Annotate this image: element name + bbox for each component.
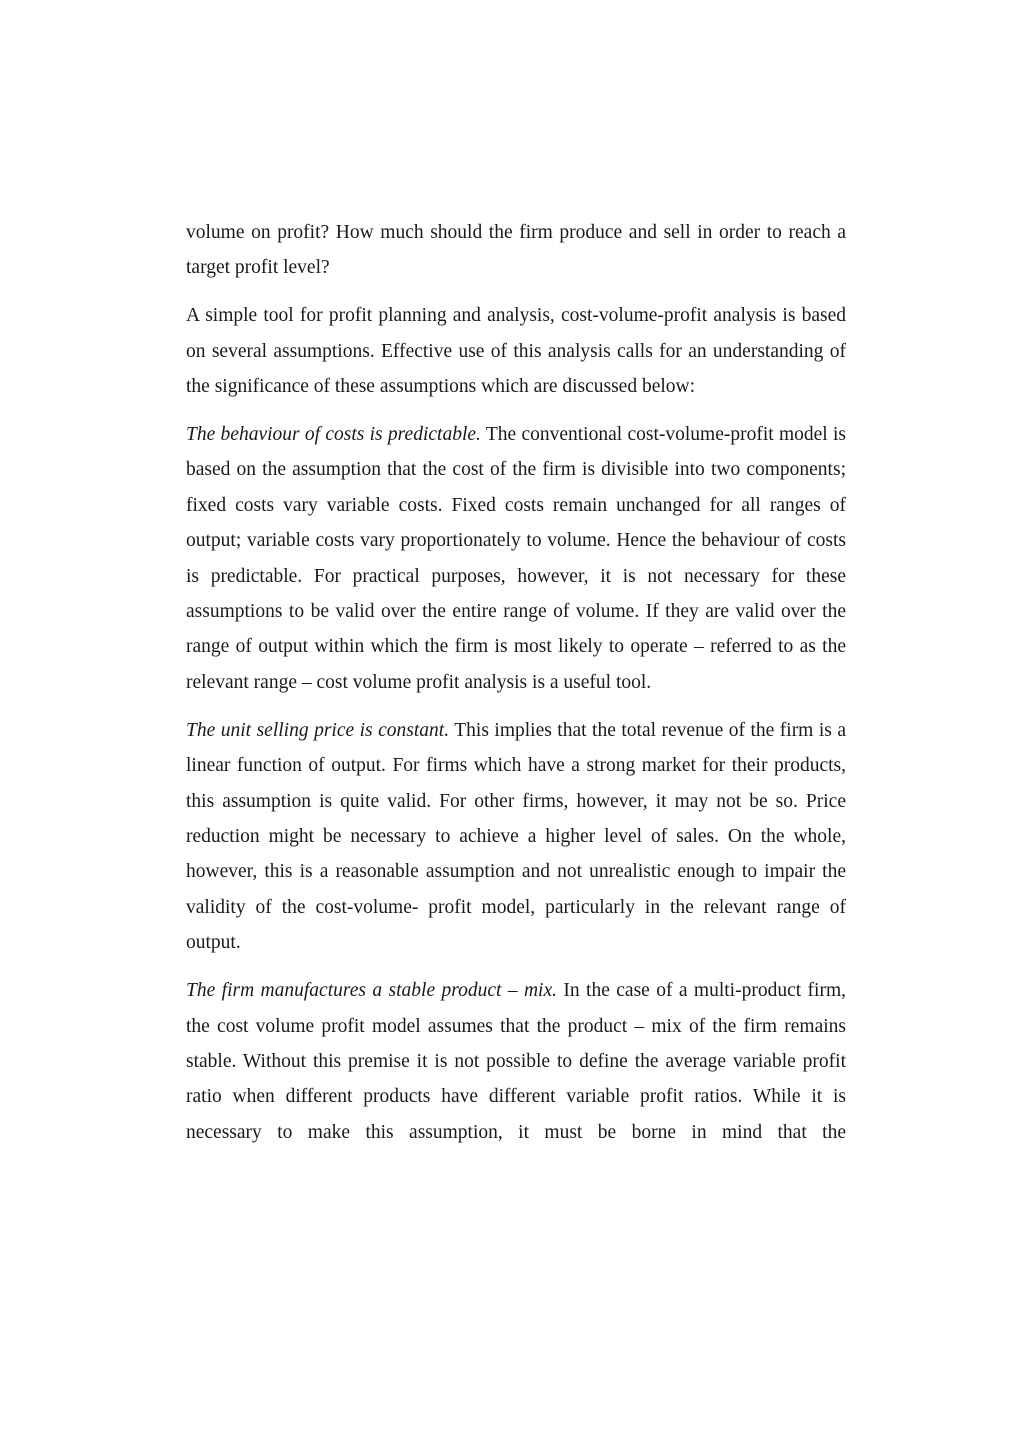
paragraph-text: A simple tool for profit planning and analysis, cost-volume-profit analysis is based on several assumptions. Effective use of this analysis calls for an understanding of the significance of these assumptions which are discussed below: (186, 305, 846, 398)
paragraph-intro-continuation (186, 215, 846, 286)
paragraph-lead-italic: The behaviour of costs is predictable. (186, 424, 481, 446)
paragraph-lead-italic: The unit selling price is constant. (186, 719, 450, 741)
paragraph-product-mix (186, 973, 846, 1150)
paragraph-lead-italic: The firm manufactures a stable product – mix. (186, 980, 558, 1002)
paragraph-cvp-assumptions (186, 298, 846, 404)
document-page (186, 215, 846, 1150)
paragraph-text: This implies that the total revenue of the firm is a linear function of output. For firms which have a strong market for their products, this assumption is quite valid. For other firms, however, it may not be so. Price reduction might be necessary to achieve a higher level of sales. On the whole, however, this is a reasonable assumption and not unrealistic enough to impair the validity of the cost-volume- profit model, particularly in the relevant range of output. (186, 719, 847, 954)
paragraph-text: volume on profit? How much should the firm produce and sell in order to reach a target profit level? (186, 222, 846, 279)
paragraph-cost-behaviour (186, 417, 846, 700)
paragraph-text: The conventional cost-volume-profit model is based on the assumption that the cost of the firm is divisible into two components; fixed costs vary variable costs. Fixed costs remain unchanged for all ranges of output; variable costs vary proportionately to volume. Hence the behaviour of costs is predictable. For practical purposes, however, it is not necessary for these assumptions to be valid over the entire range of volume. If they are valid over the range of output within which the firm is most likely to operate – referred to as the relevant range – cost volume profit analysis is a useful tool. (186, 424, 846, 693)
paragraph-selling-price (186, 713, 846, 961)
paragraph-text: In the case of a multi-product firm, the cost volume profit model assumes that the product – mix of the firm remains stable. Without this premise it is not possible to define the average variable profit ratio when different products have different variable profit ratios. While it is necessary to make this assumption, it must be borne in mind that the (186, 980, 846, 1143)
